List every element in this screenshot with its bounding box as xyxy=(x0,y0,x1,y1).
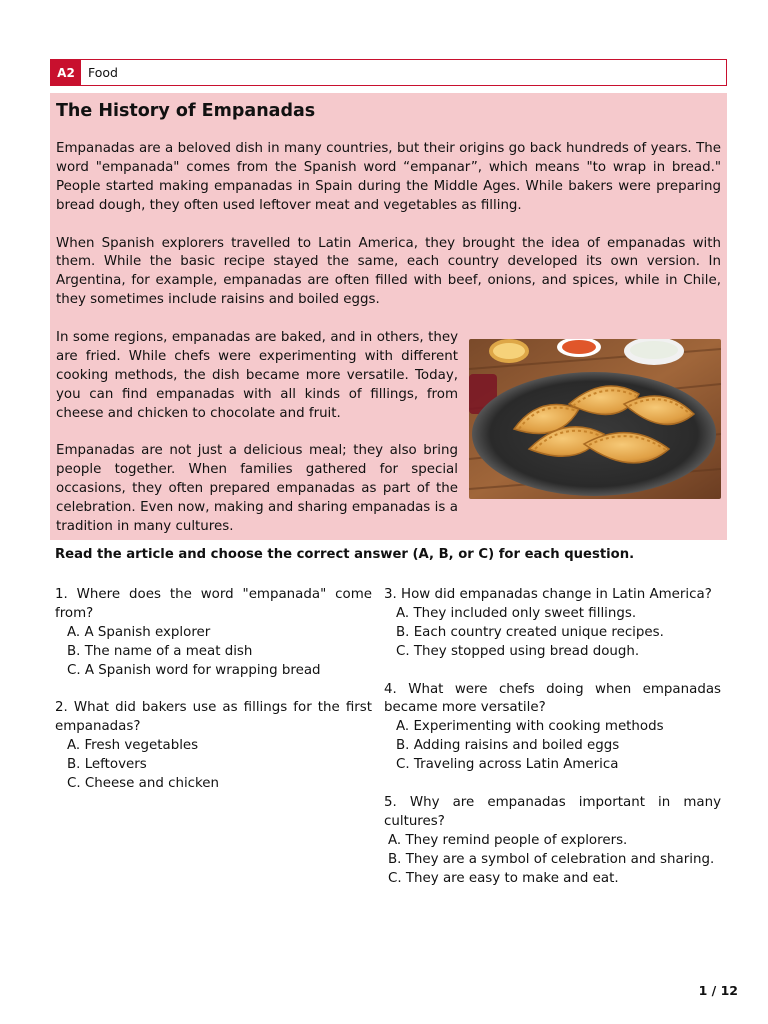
questions-column-right xyxy=(384,586,721,888)
question-4: 4. What were chefs doing when empanadas became more versatile? xyxy=(384,681,721,716)
instructions: Read the article and choose the correct answer (A, B, or C) for each question. xyxy=(55,547,635,562)
question-5-option-b[interactable]: B. They are a symbol of celebration and sharing. xyxy=(388,851,715,867)
question-5: 5. Why are empanadas important in many cultures? xyxy=(384,794,721,829)
article-paragraph-3: In some regions, empanadas are baked, and in others, they are fried. While chefs were experimenting with different cooking methods, the dish became more versatile. Today, you can find empanadas with all kinds of fillings, from cheese and chicken to chocolate and fruit. xyxy=(56,330,458,421)
question-4-option-b[interactable]: B. Adding raisins and boiled eggs xyxy=(396,738,620,754)
question-2: 2. What did bakers use as fillings for the first empanadas? xyxy=(55,700,372,735)
page-number: 1 / 12 xyxy=(698,983,738,998)
article-paragraph-2: When Spanish explorers travelled to Latin America, they brought the idea of empanadas with them. While the basic recipe stayed the same, each country developed its own version. In Argentina, for example, empanadas are often filled with beef, onions, and spices, while in Chile, they sometimes include raisins and boiled eggs. xyxy=(56,235,721,308)
question-1: 1. Where does the word "empanada" come from? xyxy=(55,587,372,621)
article-paragraph-4: Empanadas are not just a delicious meal; they also bring people together. When families gathered for special occasions, they often prepared empanadas as part of the celebration. Even now, making and sharing empanadas is a tradition in many cultures. xyxy=(56,443,458,535)
article-title: The History of Empanadas xyxy=(56,101,316,121)
question-3: 3. How did empanadas change in Latin America? xyxy=(384,587,712,602)
question-2-option-b[interactable]: B. Leftovers xyxy=(67,757,147,773)
level-badge: A2 xyxy=(51,60,81,85)
question-5-option-c[interactable]: C. They are easy to make and eat. xyxy=(388,870,619,886)
article-paragraph-1: Empanadas are a beloved dish in many countries, but their origins go back hundreds of years. The word "empanada" comes from the Spanish word “empanar”, which means "to wrap in bread." People started making empanadas in Spain during the Middle Ages. While bakers were preparing bread dough, they often used leftover meat and vegetables as filling. xyxy=(56,141,721,213)
question-3-option-c[interactable]: C. They stopped using bread dough. xyxy=(396,643,640,659)
question-3-option-b[interactable]: B. Each country created unique recipes. xyxy=(396,624,664,640)
topic-label: Food xyxy=(88,65,118,80)
question-1-option-c[interactable]: C. A Spanish word for wrapping bread xyxy=(67,662,321,678)
questions-column-left xyxy=(55,586,372,794)
question-4-option-a[interactable]: A. Experimenting with cooking methods xyxy=(396,719,664,735)
empanadas-photo xyxy=(469,339,721,499)
question-3-option-a[interactable]: A. They included only sweet fillings. xyxy=(396,605,637,621)
question-1-option-b[interactable]: B. The name of a meat dish xyxy=(67,643,253,659)
question-1-option-a[interactable]: A. A Spanish explorer xyxy=(67,624,211,640)
question-5-option-a[interactable]: A. They remind people of explorers. xyxy=(388,832,628,848)
level-topic-bar xyxy=(50,59,727,86)
question-2-option-a[interactable]: A. Fresh vegetables xyxy=(67,738,199,754)
question-4-option-c[interactable]: C. Traveling across Latin America xyxy=(396,757,619,773)
question-2-option-c[interactable]: C. Cheese and chicken xyxy=(67,776,220,792)
article-box xyxy=(50,93,727,540)
